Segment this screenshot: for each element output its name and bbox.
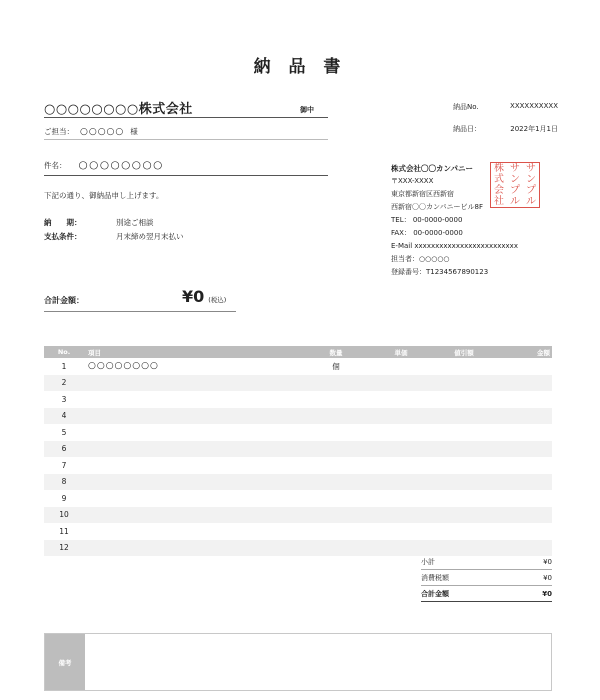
subtotal-value: ¥0 <box>543 557 552 566</box>
table-row <box>44 358 552 375</box>
total-amount-box <box>44 286 236 312</box>
cell-no: 11 <box>59 526 69 536</box>
contact-row <box>44 124 328 140</box>
items-table <box>44 346 552 556</box>
header-no: No. <box>57 348 71 356</box>
company-email: E-Mail xxxxxxxxxxxxxxxxxxxxxxxxx <box>391 242 518 250</box>
table-row <box>44 424 552 441</box>
company-registration: 登録番号：T1234567890123 <box>391 268 489 276</box>
header-amount: 金額 <box>537 348 550 357</box>
grand-total-value: ¥0 <box>542 589 552 598</box>
cell-no: 2 <box>61 378 67 388</box>
cell-no: 8 <box>61 477 67 487</box>
delivery-date: 2022年1月1日 <box>510 125 558 133</box>
remarks-label: 備考 <box>45 634 85 690</box>
tax-value: ¥0 <box>543 573 552 582</box>
grand-total-label: 合計金額 <box>421 589 449 598</box>
cell-no: 4 <box>61 411 67 421</box>
condition-value: 別途ご相談 <box>116 218 154 227</box>
subtotal-label: 小計 <box>421 557 435 566</box>
contact-honorific: 様 <box>130 127 138 136</box>
table-row <box>44 474 552 491</box>
cell-no: 6 <box>61 444 67 454</box>
company-name: 株式会社〇〇カンパニー <box>391 164 473 173</box>
cell-qty: 個 <box>332 361 340 371</box>
table-row <box>44 391 552 408</box>
client-block <box>44 98 328 118</box>
client-honorific: 御中 <box>300 106 314 114</box>
table-row <box>44 507 552 524</box>
header-item: 項目 <box>88 348 101 357</box>
table-row <box>44 408 552 425</box>
cell-no: 12 <box>59 543 69 553</box>
contact-name: ○○○○○ <box>80 126 125 137</box>
total-tax-note: (税込) <box>208 296 227 304</box>
grand-total-row <box>421 586 552 602</box>
remarks-text[interactable] <box>85 634 551 690</box>
condition-key: 納 期： <box>44 218 82 227</box>
client-name: ○○○○○○○○株式会社 <box>44 102 193 117</box>
cell-no: 9 <box>61 493 67 503</box>
tax-row <box>421 570 552 586</box>
cell-no: 3 <box>61 394 67 404</box>
table-header <box>44 346 552 358</box>
delivery-date-row <box>453 124 558 134</box>
table-row <box>44 490 552 507</box>
subject-row <box>44 155 328 176</box>
company-address1: 東京都新宿区西新宿 <box>391 190 454 198</box>
company-seal-stamp: 株 サ サ 式 ン ン 会 プ プ 社 ル ル <box>490 162 540 208</box>
company-person: 担当者：○○○○○ <box>391 255 450 263</box>
delivery-number-row <box>453 102 558 112</box>
condition-value: 月末締め翌月末払い <box>116 232 184 241</box>
condition-row <box>44 231 184 242</box>
delivery-note: 下記の通り、御納品申し上げます。 <box>44 191 164 200</box>
delivery-number: XXXXXXXXXX <box>510 102 558 110</box>
condition-row <box>44 217 154 228</box>
cell-no: 1 <box>61 361 67 371</box>
company-postal: 〒XXX-XXXX <box>391 177 434 185</box>
total-label: 合計金額： <box>44 296 84 305</box>
tax-label: 消費税額 <box>421 573 449 582</box>
company-fax: FAX： 00-0000-0000 <box>391 229 463 237</box>
table-row <box>44 457 552 474</box>
cell-no: 10 <box>59 510 69 520</box>
header-discount: 値引額 <box>454 348 474 357</box>
header-unit-price: 単価 <box>394 348 408 357</box>
cell-no: 5 <box>61 427 67 437</box>
delivery-date-label: 納品日： <box>453 125 481 133</box>
remarks-box <box>44 633 552 691</box>
total-amount: ¥0 <box>182 287 205 306</box>
header-qty: 数量 <box>329 348 343 357</box>
issuer-company <box>391 162 571 279</box>
table-row <box>44 523 552 540</box>
delivery-number-label: 納品No. <box>453 103 479 111</box>
table-row <box>44 375 552 392</box>
table-body <box>44 358 552 556</box>
subject-value: ○○○○○○○○ <box>78 159 164 171</box>
cell-no: 7 <box>61 460 67 470</box>
cell-item: ○○○○○○○○ <box>88 361 159 372</box>
subject-label: 件名： <box>44 160 67 170</box>
subtotal-row <box>421 554 552 570</box>
company-tel: TEL： 00-0000-0000 <box>391 216 463 224</box>
company-address2: 西新宿〇〇カンパニービル8F <box>391 203 483 211</box>
table-row <box>44 441 552 458</box>
condition-key: 支払条件： <box>44 232 82 241</box>
contact-label: ご担当： <box>44 127 74 136</box>
document-title: 納 品 書 <box>253 57 347 77</box>
